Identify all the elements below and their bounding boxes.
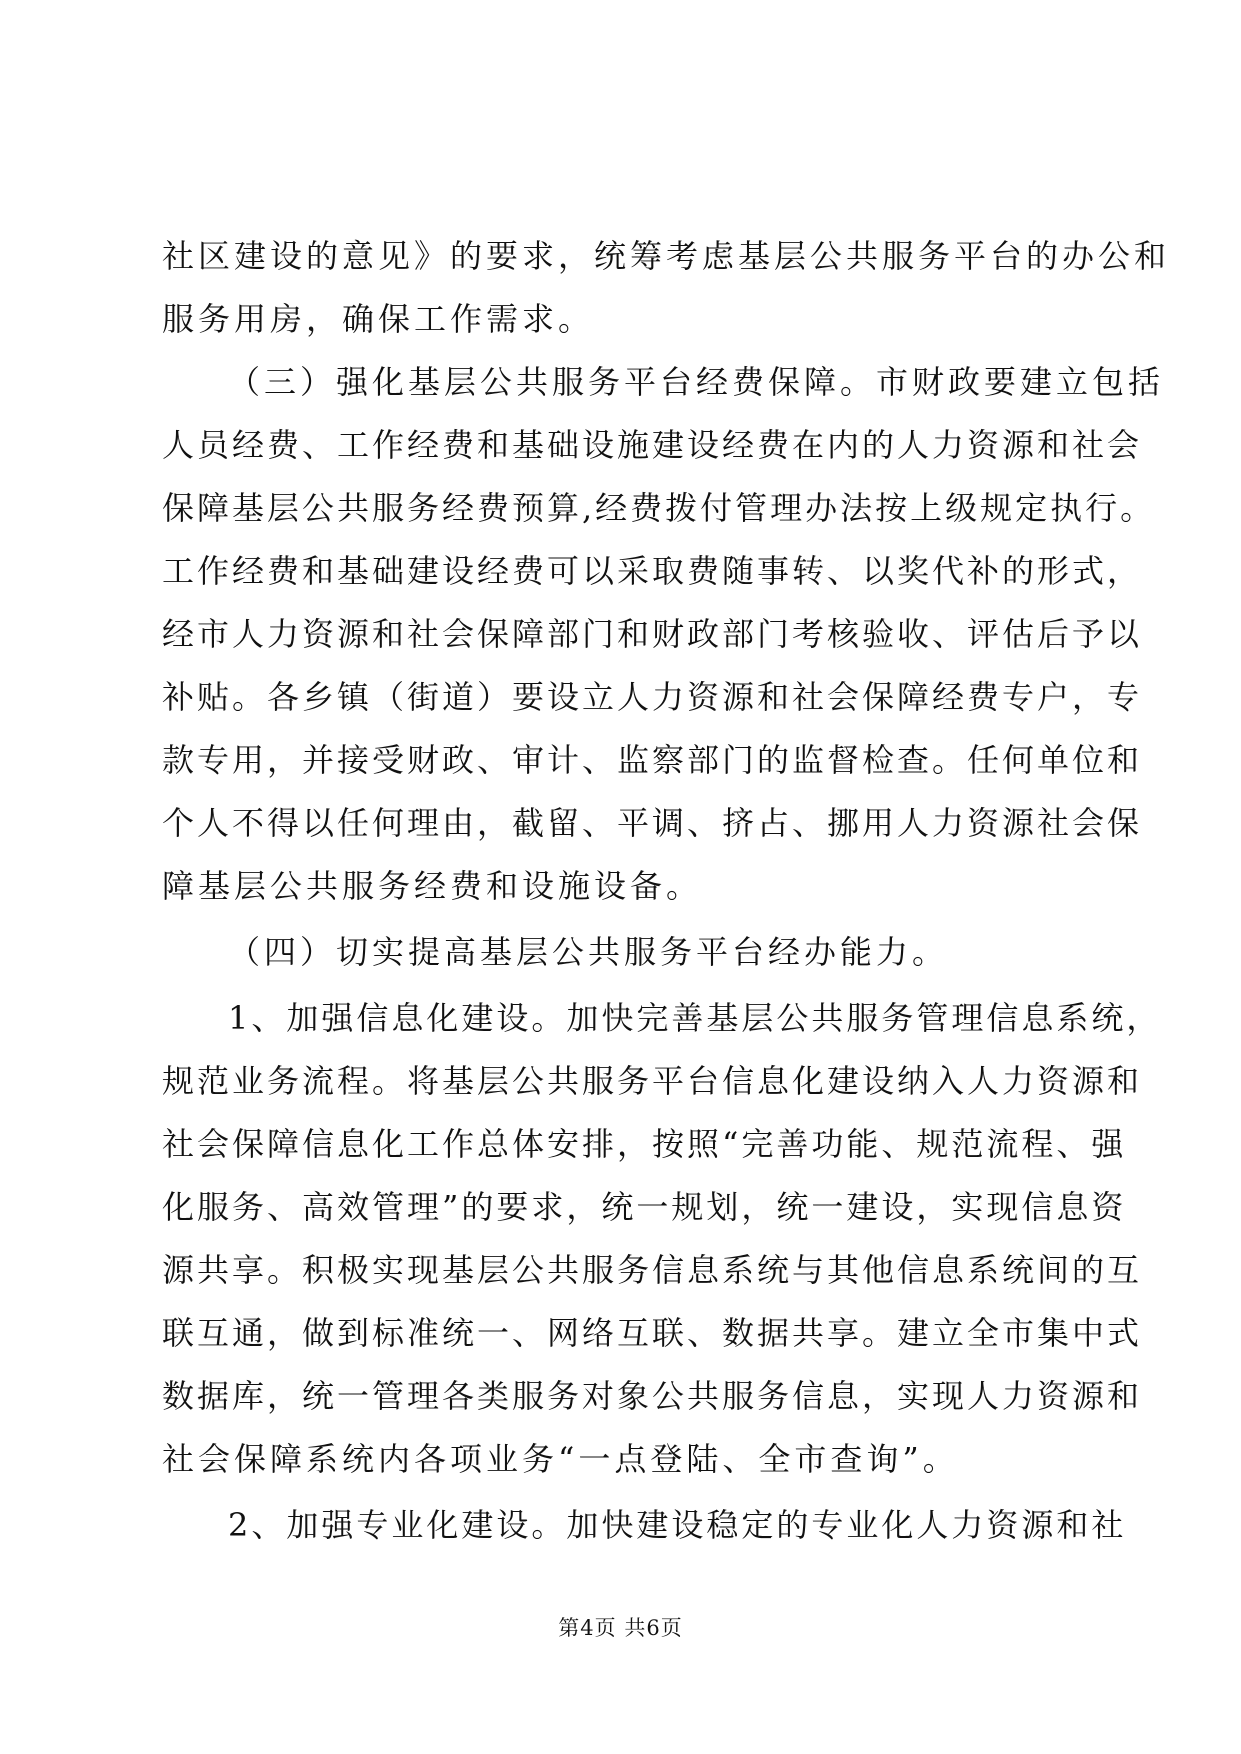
paragraph-heading: （四）切实提高基层公共服务平台经办能力。 <box>228 933 949 971</box>
text-line: 化服务、高效管理”的要求，统一规划，统一建设，实现信息资 <box>162 1188 1127 1226</box>
paragraph-heading: 1、加强信息化建设。加快完善基层公共服务管理信息系统， <box>228 999 1162 1037</box>
text-line: 款专用，并接受财政、审计、监察部门的监督检查。任何单位和 <box>162 741 1143 779</box>
text-line: 经市人力资源和社会保障部门和财政部门考核验收、评估后予以 <box>162 615 1143 653</box>
text-line: 障基层公共服务经费和设施设备。 <box>162 867 703 905</box>
text-line: 服务用房，确保工作需求。 <box>162 300 595 338</box>
text-line: 源共享。积极实现基层公共服务信息系统与其他信息系统间的互 <box>162 1251 1143 1289</box>
text-line: 个人不得以任何理由，截留、平调、挤占、挪用人力资源社会保 <box>162 804 1143 842</box>
text-line: 社区建设的意见》的要求，统筹考虑基层公共服务平台的办公和 <box>162 237 1171 275</box>
text-line: 数据库，统一管理各类服务对象公共服务信息，实现人力资源和 <box>162 1377 1143 1415</box>
text-line: 工作经费和基础建设经费可以采取费随事转、以奖代补的形式， <box>162 552 1143 590</box>
text-line: 社会保障信息化工作总体安排，按照“完善功能、规范流程、强 <box>162 1125 1127 1163</box>
page-number-footer: 第4页 共6页 <box>558 1616 683 1640</box>
text-line: 社会保障系统内各项业务“一点登陆、全市查询”。 <box>162 1440 959 1478</box>
paragraph-heading: 2、加强专业化建设。加快建设稳定的专业化人力资源和社 <box>228 1506 1127 1544</box>
text-line: 规范业务流程。将基层公共服务平台信息化建设纳入人力资源和 <box>162 1062 1143 1100</box>
text-line: 保障基层公共服务经费预算,经费拨付管理办法按上级规定执行。 <box>162 489 1156 527</box>
text-line: 联互通，做到标准统一、网络互联、数据共享。建立全市集中式 <box>162 1314 1143 1352</box>
text-line: 补贴。各乡镇（街道）要设立人力资源和社会保障经费专户，专 <box>162 678 1143 716</box>
text-line: 人员经费、工作经费和基础设施建设经费在内的人力资源和社会 <box>162 426 1143 464</box>
document-body <box>162 225 1171 1557</box>
paragraph-heading: （三）强化基层公共服务平台经费保障。市财政要建立包括 <box>228 363 1165 401</box>
